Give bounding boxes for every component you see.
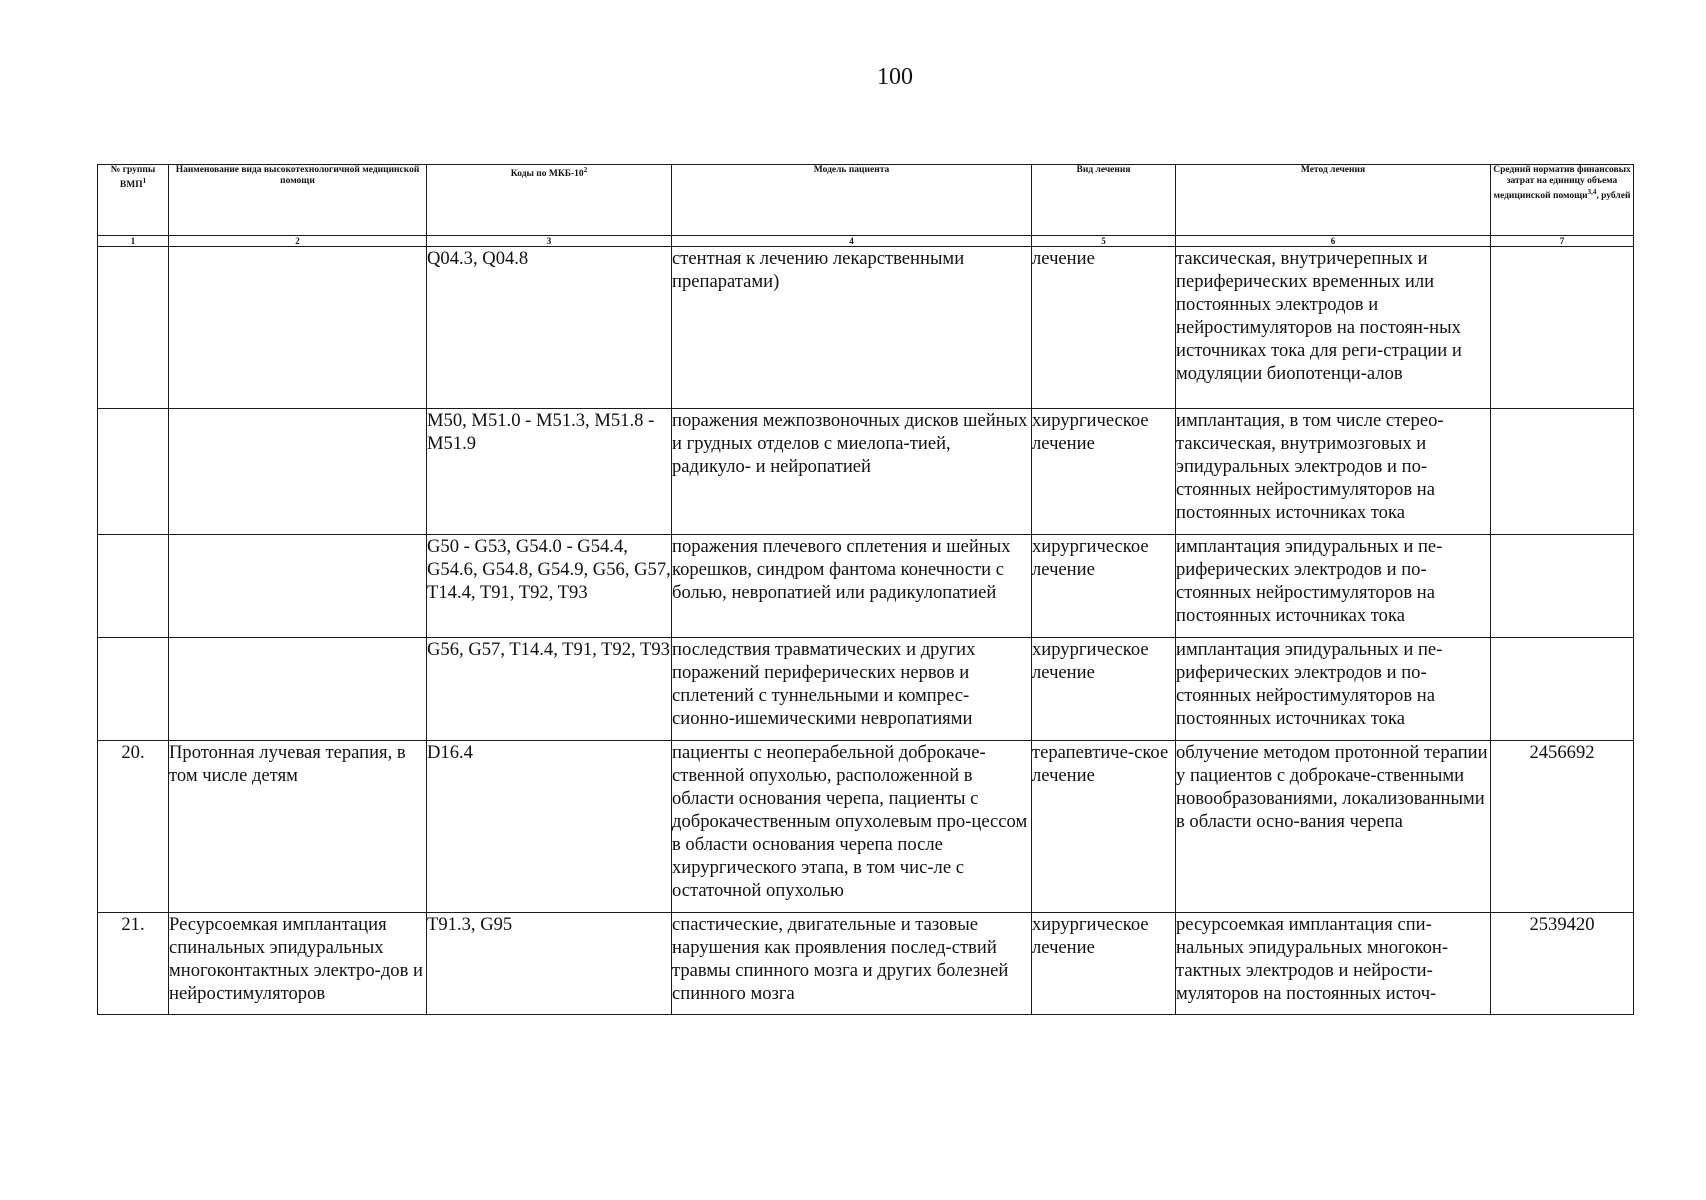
cell-cost bbox=[1491, 247, 1634, 409]
cell-treatment: хирургическое лечение bbox=[1032, 638, 1176, 741]
table-row bbox=[98, 638, 1634, 741]
header-row bbox=[98, 165, 1634, 236]
cell-model: поражения плечевого сплетения и шейных корешков, синдром фантома конечности с болью, невропатией или радикулопатией bbox=[672, 535, 1032, 638]
table-row bbox=[98, 535, 1634, 638]
cell-codes: D16.4 bbox=[427, 741, 672, 913]
cell-cost bbox=[1491, 638, 1634, 741]
header-treatment: Вид лечения bbox=[1032, 165, 1176, 236]
cell-group bbox=[98, 638, 169, 741]
cell-model: стентная к лечению лекарственными препаратами) bbox=[672, 247, 1032, 409]
column-number: 5 bbox=[1032, 236, 1176, 247]
cell-model: спастические, двигательные и тазовые нарушения как проявления послед-ствий травмы спинного мозга и других болезней спинного мозга bbox=[672, 913, 1032, 1015]
cell-codes: T91.3, G95 bbox=[427, 913, 672, 1015]
cell-treatment: хирургическое лечение bbox=[1032, 409, 1176, 535]
cell-method: облучение методом протонной терапии у пациентов с доброкаче-ственными новообразованиями, локализованными в области осно-вания черепа bbox=[1176, 741, 1491, 913]
cell-treatment: хирургическое лечение bbox=[1032, 913, 1176, 1015]
cell-codes: M50, M51.0 - M51.3, M51.8 - M51.9 bbox=[427, 409, 672, 535]
cell-treatment: терапевтиче-ское лечение bbox=[1032, 741, 1176, 913]
table-row bbox=[98, 913, 1634, 1015]
cell-cost bbox=[1491, 535, 1634, 638]
column-number: 6 bbox=[1176, 236, 1491, 247]
column-number: 7 bbox=[1491, 236, 1634, 247]
cell-group bbox=[98, 409, 169, 535]
cell-model: пациенты с неоперабельной доброкаче-ственной опухолью, расположенной в области основания черепа, пациенты с доброкачественным опухолевым про-цессом в области основания черепа после хирургического этапа, в том чис-ле с остаточной опухолью bbox=[672, 741, 1032, 913]
cell-name bbox=[169, 409, 427, 535]
cell-cost: 2539420 bbox=[1491, 913, 1634, 1015]
table-row bbox=[98, 741, 1634, 913]
column-number: 2 bbox=[169, 236, 427, 247]
cell-method: имплантация, в том числе стерео-таксическая, внутримозговых и эпидуральных электродов и по-стоянных нейростимуляторов на постоянных источниках тока bbox=[1176, 409, 1491, 535]
cell-treatment: лечение bbox=[1032, 247, 1176, 409]
cell-model: последствия травматических и других поражений периферических нервов и сплетений с туннельными и компрес-сионно-ишемическими невропатиями bbox=[672, 638, 1032, 741]
cell-cost: 2456692 bbox=[1491, 741, 1634, 913]
vmp-table bbox=[97, 164, 1634, 1015]
cell-method: таксическая, внутричерепных и периферических временных или постоянных электродов и нейростимуляторов на постоян-ных источниках тока для реги-страции и модуляции биопотенци-алов bbox=[1176, 247, 1491, 409]
table-row bbox=[98, 409, 1634, 535]
header-name: Наименование вида высокотехнологичной медицинской помощи bbox=[169, 165, 427, 236]
cell-group bbox=[98, 247, 169, 409]
cell-method: имплантация эпидуральных и пе-риферических электродов и по-стоянных нейростимуляторов на постоянных источниках тока bbox=[1176, 638, 1491, 741]
column-number-row bbox=[98, 236, 1634, 247]
cell-treatment: хирургическое лечение bbox=[1032, 535, 1176, 638]
column-number: 4 bbox=[672, 236, 1032, 247]
cell-group: 21. bbox=[98, 913, 169, 1015]
cell-model: поражения межпозвоночных дисков шейных и грудных отделов с миелопа-тией, радикуло- и нейропатией bbox=[672, 409, 1032, 535]
cell-name: Протонная лучевая терапия, в том числе детям bbox=[169, 741, 427, 913]
cell-method: ресурсоемкая имплантация спи-нальных эпидуральных многокон-тактных электродов и нейрости-муляторов на постоянных источ- bbox=[1176, 913, 1491, 1015]
cell-cost bbox=[1491, 409, 1634, 535]
cell-codes: Q04.3, Q04.8 bbox=[427, 247, 672, 409]
column-number: 3 bbox=[427, 236, 672, 247]
cell-name bbox=[169, 535, 427, 638]
cell-codes: G56, G57, T14.4, T91, T92, T93 bbox=[427, 638, 672, 741]
cell-name bbox=[169, 247, 427, 409]
cell-group bbox=[98, 535, 169, 638]
table-row bbox=[98, 247, 1634, 409]
cell-codes: G50 - G53, G54.0 - G54.4, G54.6, G54.8, G54.9, G56, G57, T14.4, T91, T92, T93 bbox=[427, 535, 672, 638]
header-cost: Средний норматив финансовых затрат на единицу объема медицинской помощи$^{3,4}$, рублей bbox=[1491, 165, 1634, 236]
cell-method: имплантация эпидуральных и пе-риферических электродов и по-стоянных нейростимуляторов на постоянных источниках тока bbox=[1176, 535, 1491, 638]
header-group: № группы ВМП$^1$ bbox=[98, 165, 169, 236]
cell-name: Ресурсоемкая имплантация спинальных эпидуральных многоконтактных электро-дов и нейростимуляторов bbox=[169, 913, 427, 1015]
page-number: 100 bbox=[877, 64, 913, 90]
column-number: 1 bbox=[98, 236, 169, 247]
header-method: Метод лечения bbox=[1176, 165, 1491, 236]
cell-name bbox=[169, 638, 427, 741]
header-codes: Коды по МКБ-$10^2$ bbox=[427, 165, 672, 236]
header-model: Модель пациента bbox=[672, 165, 1032, 236]
cell-group: 20. bbox=[98, 741, 169, 913]
